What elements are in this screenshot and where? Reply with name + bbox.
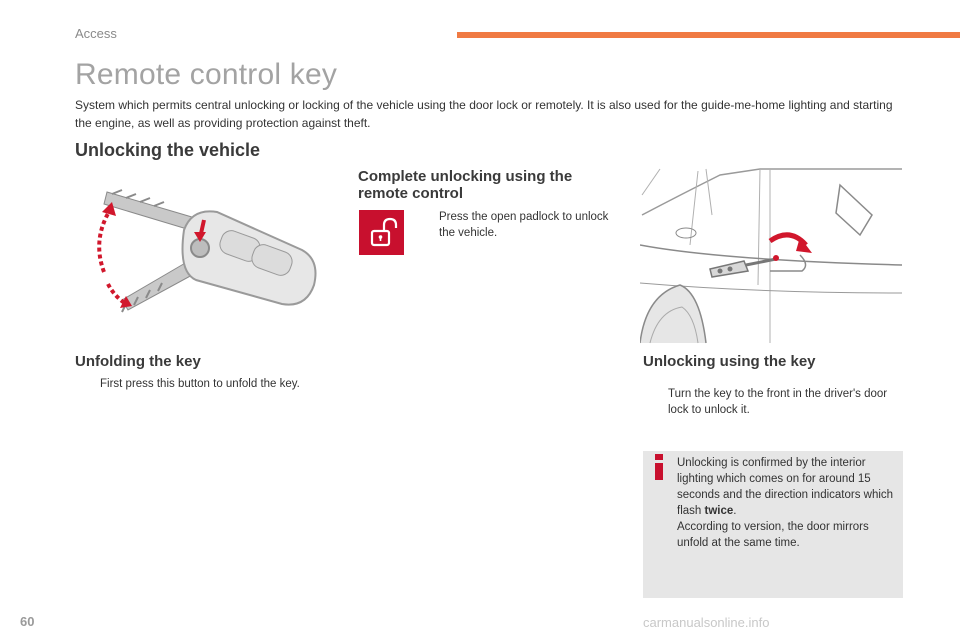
bullet-press-padlock xyxy=(417,209,627,241)
unfold-arrow-down xyxy=(108,284,126,304)
page-title: Remote control key xyxy=(75,58,338,91)
bullet-text: Turn the key to the front in the driver's door lock to unlock it. xyxy=(668,388,888,416)
bullet-text: First press this button to unfold the key. xyxy=(100,378,300,390)
door-mirror xyxy=(836,185,872,235)
unfold-arrow-up xyxy=(99,210,110,272)
bullet-turn-key xyxy=(646,386,906,418)
heading-complete-unlocking: Complete unlocking using the remote control xyxy=(358,168,573,202)
info-text-bold: twice xyxy=(704,505,734,517)
car-door-illustration xyxy=(640,165,902,345)
intro-paragraph: System which permits central unlocking or locking of the vehicle using the door lock or remotely. It is also used for the guide-me-home lighting and starting the engine, as well as providing protection against theft. xyxy=(75,98,893,130)
bullet-text: Press the open padlock to unlock the vehicle. xyxy=(439,211,609,239)
section-label: Access xyxy=(75,26,117,41)
info-text-lead: Unlocking is confirmed by the interior lighting which comes on for around 15 seconds and the direction indicators which flash xyxy=(677,457,894,517)
watermark: carmanualsonline.info xyxy=(643,615,770,630)
info-text-dot: . xyxy=(733,505,737,517)
info-text xyxy=(677,455,899,551)
info-text-tail: According to version, the door mirrors unfold at the same time. xyxy=(677,521,869,549)
inserted-key xyxy=(710,259,776,277)
open-padlock-icon xyxy=(359,210,404,255)
section-accent-bar xyxy=(457,32,960,38)
info-icon xyxy=(650,454,668,480)
key-blade-lower xyxy=(122,262,194,312)
heading-unlocking-vehicle: Unlocking the vehicle xyxy=(75,140,261,160)
heading-unlocking-using-key: Unlocking using the key xyxy=(643,353,816,370)
key-fob-illustration xyxy=(92,180,332,325)
door-lock xyxy=(773,255,779,261)
heading-unfolding-key: Unfolding the key xyxy=(75,353,201,370)
bullet-first-press xyxy=(78,376,338,392)
page-number: 60 xyxy=(20,614,35,629)
